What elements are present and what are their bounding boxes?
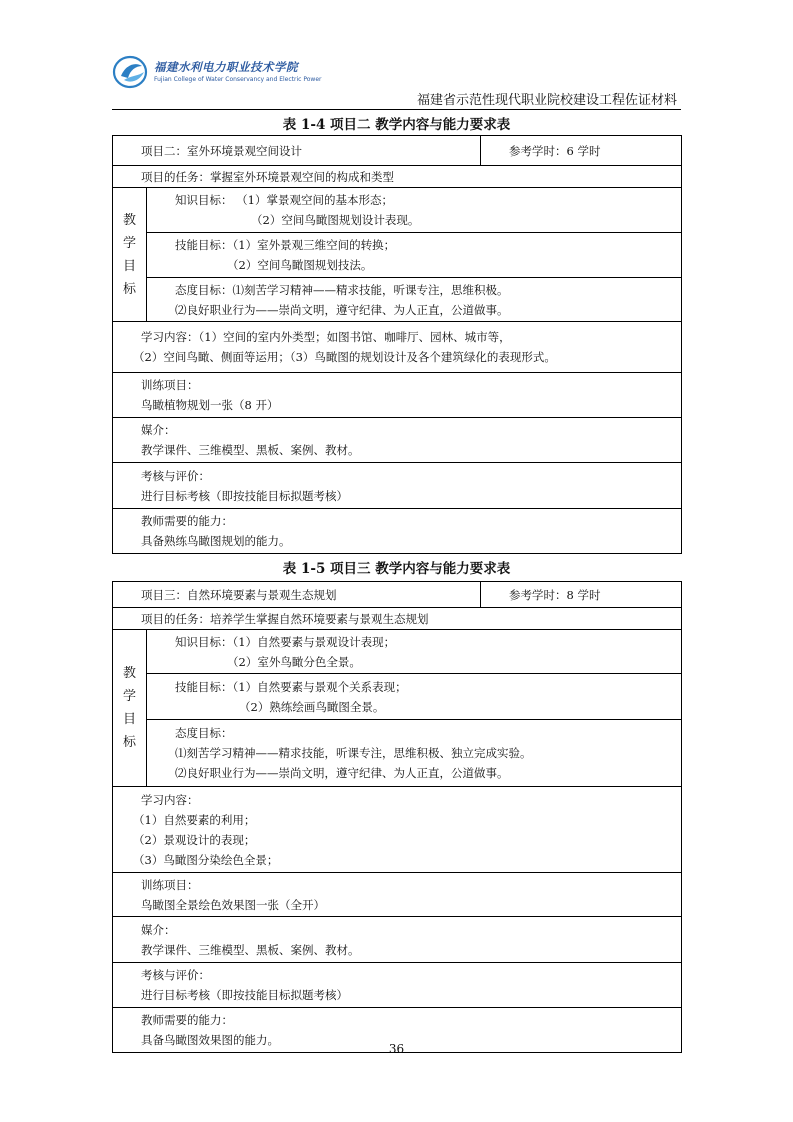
table2-media: 媒介： 教学课件、三维模型、黑板、案例、教材。 [113,917,682,963]
table2-training: 训练项目： 鸟瞰图全景绘色效果图一张（全开） [113,873,682,917]
table1-objectives-label: 教 学 目 标 [113,188,147,322]
college-logo [112,50,322,96]
table1-project: 项目二：室外环境景观空间设计 [113,136,481,166]
table1-media: 媒介： 教学课件、三维模型、黑板、案例、教材。 [113,418,682,463]
header-divider [112,109,681,110]
table1-caption: 表 1-4 项目二 教学内容与能力要求表 [282,117,511,133]
table1-assessment: 考核与评价： 进行目标考核（即按技能目标拟题考核） [113,463,682,509]
table2-assessment: 考核与评价： 进行目标考核（即按技能目标拟题考核） [113,963,682,1008]
table2-objectives-label: 教 学 目 标 [113,630,147,787]
table1-skill-goal: 技能目标：（1）室外景观三维空间的转换； （2）空间鸟瞰图规划技法。 [147,233,682,278]
table1-task: 项目的任务：掌握室外环境景观空间的构成和类型 [113,166,682,188]
page-number: 36 [388,1042,405,1056]
table2-skill-goal: 技能目标：（1）自然要素与景观个关系表现； （2）熟练绘画鸟瞰图全景。 [147,674,682,720]
table2-task: 项目的任务：培养学生掌握自然环境要素与景观生态规划 [113,608,682,630]
table1-content: 学习内容：（1）空间的室内外类型；如图书馆、咖啡厅、园林、城市等， （2）空间鸟瞰、侧面等运用；（3）鸟瞰图的规划设计及各个建筑绿化的表现形式。 [113,322,682,373]
table2-content: 学习内容： （1）自然要素的利用； （2）景观设计的表现； （3）鸟瞰图分染绘色全景； [113,787,682,873]
college-name-cn: 福建水利电力职业技术学院 [154,60,298,74]
table2-project: 项目三：自然环境要素与景观生态规划 [113,582,481,608]
college-name-en: Fujian College of Water Conservancy and Electric Power [154,76,322,83]
table2-attitude-goal: 态度目标： ⑴刻苦学习精神——精求技能，听课专注，思维积极、独立完成实验。 ⑵良好职业行为——崇尚文明，遵守纪律、为人正直，公道做事。 [147,720,682,787]
table1-knowledge-goal: 知识目标： （1）掌景观空间的基本形态； （2）空间鸟瞰图规划设计表现。 [147,188,682,233]
college-emblem-icon [112,54,152,90]
table1-attitude-goal: 态度目标：⑴刻苦学习精神——精求技能，听课专注，思维积极。 ⑵良好职业行为——崇尚文明，遵守纪律、为人正直，公道做事。 [147,278,682,322]
table1-teacher-ability: 教师需要的能力： 具备熟练鸟瞰图规划的能力。 [113,509,682,554]
table1-training: 训练项目： 鸟瞰植物规划一张（8 开） [113,373,682,418]
table2 [112,581,682,1053]
table2-caption: 表 1-5 项目三 教学内容与能力要求表 [282,561,511,577]
header-title: 福建省示范性现代职业院校建设工程佐证材料 [416,93,677,108]
table1 [112,135,682,554]
table2-hours: 参考学时：8 学时 [481,582,682,608]
table2-teacher-ability: 教师需要的能力： 具备鸟瞰图效果图的能力。 [113,1008,682,1053]
table2-knowledge-goal: 知识目标：（1）自然要素与景观设计表现； （2）室外鸟瞰分色全景。 [147,630,682,674]
table1-hours: 参考学时：6 学时 [481,136,682,166]
